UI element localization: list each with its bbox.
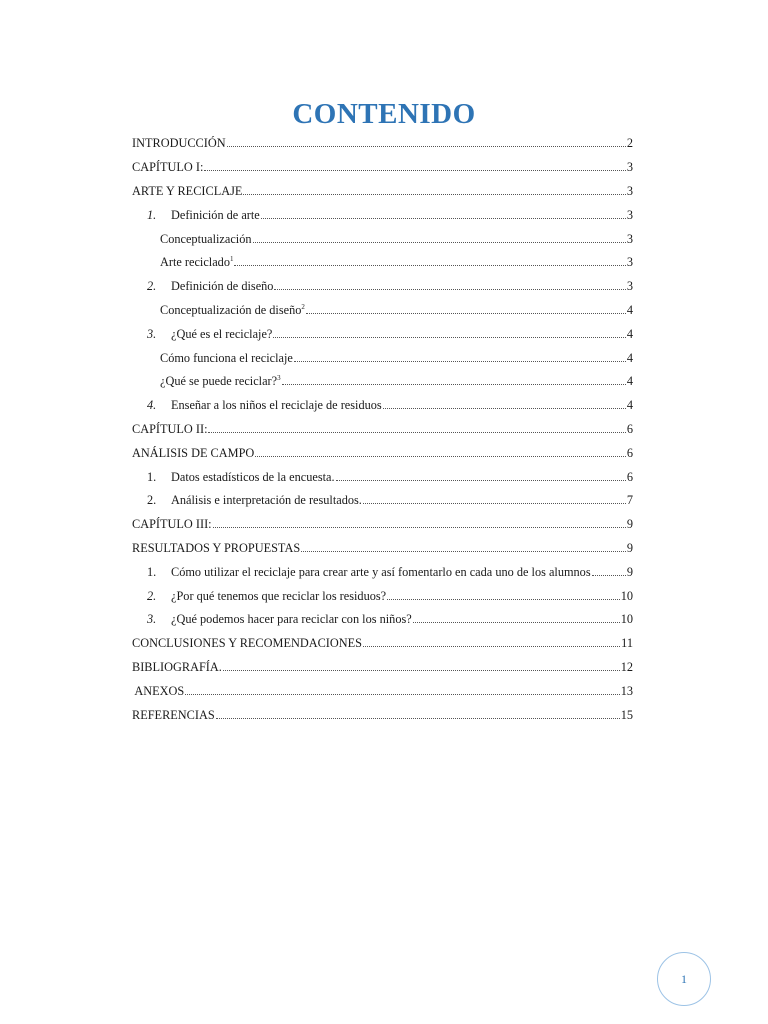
toc-entry-label bbox=[171, 470, 335, 485]
dot-leader bbox=[234, 265, 625, 266]
page-title: CONTENIDO bbox=[292, 98, 476, 130]
toc-entry-page: 3 bbox=[626, 183, 633, 198]
toc-entry[interactable] bbox=[132, 465, 633, 489]
dot-leader bbox=[243, 194, 625, 195]
toc-entry-label bbox=[160, 374, 281, 389]
toc-entry-label-text: CAPÍTULO II: bbox=[132, 421, 208, 436]
dot-leader bbox=[273, 337, 625, 338]
toc-entry-label bbox=[132, 422, 207, 437]
toc-entry-label-text: ¿Por qué tenemos que reciclar los residuos? bbox=[171, 588, 387, 603]
toc-entry[interactable] bbox=[132, 560, 633, 584]
dot-leader bbox=[255, 456, 626, 457]
toc-entry[interactable] bbox=[132, 537, 633, 561]
toc-entry[interactable] bbox=[132, 679, 633, 703]
dot-leader bbox=[387, 599, 620, 600]
dot-leader bbox=[363, 503, 626, 504]
toc-entry-page: 10 bbox=[620, 612, 633, 627]
dot-leader bbox=[185, 694, 619, 695]
toc-entry-page: 15 bbox=[620, 707, 633, 722]
toc-entry-number: 1. bbox=[147, 469, 157, 484]
toc-entry-page: 3 bbox=[626, 279, 633, 294]
toc-entry-page: 9 bbox=[626, 564, 633, 579]
toc-entry-page: 4 bbox=[626, 326, 633, 341]
page-number-badge bbox=[657, 952, 711, 1006]
toc-entry-page: 3 bbox=[626, 231, 633, 246]
toc-entry-label-text: Definición de diseño bbox=[171, 279, 274, 294]
toc-entry-number: 2. bbox=[147, 279, 157, 294]
toc-entry[interactable] bbox=[132, 370, 633, 394]
toc-entry-label-text: ¿Qué podemos hacer para reciclar con los niños? bbox=[171, 612, 412, 627]
dot-leader bbox=[261, 218, 626, 219]
toc-entry-number: 1. bbox=[147, 564, 157, 579]
toc-entry-page: 6 bbox=[626, 421, 633, 436]
toc-entry[interactable] bbox=[132, 703, 633, 727]
toc-entry-page: 3 bbox=[626, 207, 633, 222]
toc-entry-label-text: CAPÍTULO III: bbox=[132, 517, 212, 532]
toc-entry[interactable] bbox=[132, 299, 633, 323]
toc-entry-label bbox=[160, 232, 252, 247]
toc-entry-label-text: Análisis e interpretación de resultados. bbox=[171, 493, 362, 508]
toc-entry[interactable] bbox=[132, 513, 633, 537]
toc-entry[interactable] bbox=[132, 156, 633, 180]
dot-leader bbox=[204, 170, 625, 171]
toc-entry-page: 9 bbox=[626, 517, 633, 532]
page-number: 1 bbox=[681, 971, 687, 986]
toc-entry-page: 2 bbox=[626, 136, 633, 151]
toc-entry-label-text: ARTE Y RECICLAJE bbox=[132, 183, 243, 198]
toc-entry[interactable] bbox=[132, 275, 633, 299]
toc-entry-label bbox=[171, 589, 386, 604]
toc-entry-label-text: CAPÍTULO I: bbox=[132, 160, 204, 175]
toc-entry-label bbox=[160, 351, 293, 366]
toc-entry-number: 3. bbox=[147, 612, 157, 627]
toc-entry-label-text: Arte reciclado bbox=[160, 255, 230, 270]
toc-entry-label bbox=[171, 565, 591, 580]
toc-entry-label-text: RESULTADOS Y PROPUESTAS bbox=[132, 540, 301, 555]
toc-entry-label-text: Conceptualización bbox=[160, 231, 252, 246]
toc-entry-label bbox=[132, 708, 215, 723]
toc-entry-page: 12 bbox=[620, 659, 633, 674]
toc-entry-number: 3. bbox=[147, 326, 157, 341]
toc-entry-label-text: Cómo funciona el reciclaje bbox=[160, 350, 293, 365]
toc-entry-label-text: CONCLUSIONES Y RECOMENDACIONES bbox=[132, 636, 363, 651]
toc-entry-label-text: ANEXOS bbox=[132, 683, 185, 698]
toc-entry-label bbox=[171, 493, 362, 508]
toc-entry-label bbox=[132, 446, 254, 461]
toc-entry-label bbox=[171, 208, 260, 223]
toc-entry-number: 2. bbox=[147, 493, 157, 508]
toc-entry[interactable] bbox=[132, 322, 633, 346]
toc-entry-label-text: ¿Qué se puede reciclar? bbox=[160, 374, 278, 389]
toc-entry-label-text: REFERENCIAS bbox=[132, 707, 215, 722]
toc-entry-label bbox=[132, 660, 222, 675]
footnote-marker: 1 bbox=[229, 255, 234, 264]
toc-entry-label-text: Conceptualización de diseño bbox=[160, 302, 302, 317]
toc-entry[interactable] bbox=[132, 203, 633, 227]
toc-entry[interactable] bbox=[132, 584, 633, 608]
toc-entry-page: 7 bbox=[626, 493, 633, 508]
toc-entry-label bbox=[132, 184, 242, 199]
dot-leader bbox=[227, 146, 626, 147]
toc-entry-label bbox=[160, 303, 305, 318]
toc-entry[interactable] bbox=[132, 346, 633, 370]
dot-leader bbox=[336, 480, 626, 481]
toc-entry-page: 13 bbox=[620, 683, 633, 698]
toc-entry-number: 1. bbox=[147, 207, 157, 222]
dot-leader bbox=[306, 313, 626, 314]
toc-entry-page: 10 bbox=[620, 588, 633, 603]
toc-entry[interactable] bbox=[132, 489, 633, 513]
toc-entry-label-text: Definición de arte bbox=[171, 207, 260, 222]
toc-entry[interactable] bbox=[132, 132, 633, 156]
dot-leader bbox=[223, 670, 620, 671]
toc-entry-label bbox=[171, 612, 412, 627]
toc-entry-label-text: BIBLIOGRAFÍA. bbox=[132, 659, 222, 674]
toc-entry-page: 6 bbox=[626, 445, 633, 460]
toc-entry-page: 3 bbox=[626, 160, 633, 175]
toc-entry[interactable] bbox=[132, 227, 633, 251]
toc-entry[interactable] bbox=[132, 418, 633, 442]
toc-entry-label-text: ¿Qué es el reciclaje? bbox=[171, 326, 273, 341]
toc-entry[interactable] bbox=[132, 441, 633, 465]
dot-leader bbox=[383, 408, 626, 409]
dot-leader bbox=[208, 432, 625, 433]
dot-leader bbox=[294, 361, 626, 362]
toc-entry-page: 4 bbox=[626, 350, 633, 365]
table-of-contents bbox=[132, 132, 633, 727]
toc-entry[interactable] bbox=[132, 656, 633, 680]
toc-entry-page: 3 bbox=[626, 255, 633, 270]
toc-entry-label-text: INTRODUCCIÓN bbox=[132, 136, 226, 151]
dot-leader bbox=[413, 622, 620, 623]
toc-entry-page: 9 bbox=[626, 540, 633, 555]
toc-entry-label bbox=[132, 636, 362, 651]
toc-entry[interactable] bbox=[132, 180, 633, 204]
toc-entry-label-text: Datos estadísticos de la encuesta. bbox=[171, 469, 335, 484]
toc-entry-label bbox=[132, 684, 184, 699]
toc-entry[interactable] bbox=[132, 251, 633, 275]
toc-entry-page: 4 bbox=[626, 302, 633, 317]
dot-leader bbox=[282, 384, 626, 385]
toc-entry-label bbox=[171, 398, 382, 413]
toc-entry[interactable] bbox=[132, 394, 633, 418]
toc-entry-page: 4 bbox=[626, 374, 633, 389]
toc-entry-page: 6 bbox=[626, 469, 633, 484]
toc-entry-label bbox=[132, 517, 212, 532]
toc-entry-label bbox=[160, 255, 233, 270]
dot-leader bbox=[253, 242, 626, 243]
dot-leader bbox=[592, 575, 626, 576]
toc-entry-number: 4. bbox=[147, 398, 157, 413]
toc-entry-label-text: Cómo utilizar el reciclaje para crear arte y así fomentarlo en cada uno de los alumnos bbox=[171, 564, 591, 579]
footnote-marker: 2 bbox=[301, 302, 305, 311]
dot-leader bbox=[363, 646, 620, 647]
toc-entry-label bbox=[171, 279, 273, 294]
toc-entry-page: 4 bbox=[626, 398, 633, 413]
toc-entry-label-text: ANÁLISIS DE CAMPO bbox=[132, 445, 255, 460]
dot-leader bbox=[301, 551, 626, 552]
toc-entry-label bbox=[171, 327, 272, 342]
dot-leader bbox=[213, 527, 626, 528]
toc-entry-number: 2. bbox=[147, 588, 157, 603]
toc-entry-label bbox=[132, 541, 300, 556]
toc-entry-label bbox=[132, 136, 226, 151]
toc-entry-label bbox=[132, 160, 203, 175]
toc-entry-page: 11 bbox=[621, 636, 633, 651]
toc-entry-label-text: Enseñar a los niños el reciclaje de residuos bbox=[171, 398, 382, 413]
toc-entry[interactable] bbox=[132, 632, 633, 656]
footnote-marker: 3 bbox=[277, 374, 281, 383]
dot-leader bbox=[216, 718, 620, 719]
dot-leader bbox=[274, 289, 625, 290]
toc-entry[interactable] bbox=[132, 608, 633, 632]
